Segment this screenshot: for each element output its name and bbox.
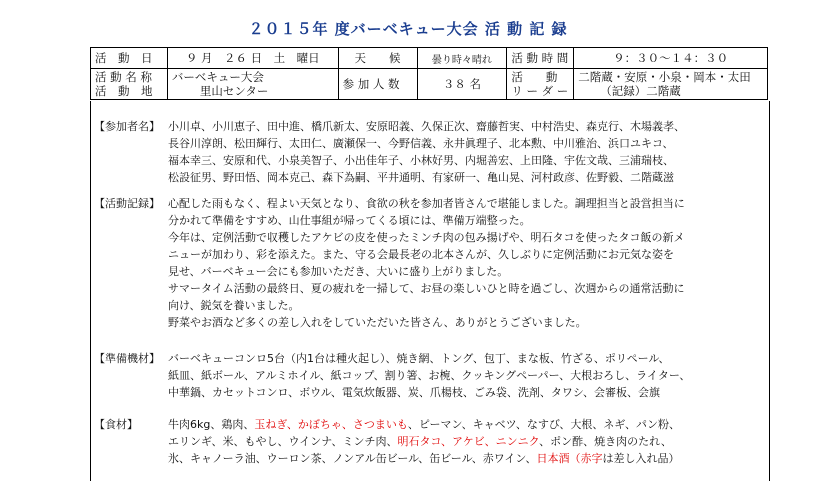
name-label: 活 動 名 称	[95, 70, 152, 84]
donated-food-text: 日本酒（赤字	[536, 452, 603, 465]
record-line: ニューが加わり、彩を添えた。また、守る会最長老の北本さんが、久しぶりに定例活動にお元気な姿を	[168, 248, 674, 261]
record-line: 分かれて準備をすすめ、山仕事組が帰ってくる頃には、準備万端整った。	[168, 214, 531, 227]
weather-label: 天 候	[338, 48, 417, 69]
equipment-heading: 【準備機材】	[94, 352, 160, 365]
leader-value-1: 二階蔵・安原・小泉・岡本・太田	[578, 70, 751, 84]
food-text: は差し入れ品）	[602, 452, 680, 465]
leader-value-cell	[574, 69, 768, 100]
place-value: 里山センター	[199, 84, 269, 98]
equipment-list	[168, 350, 778, 401]
participants-line: 松設征男、野田悟、岡本克己、森下為嗣、平井通明、有家研一、亀山晃、河村政彦、佐野毅、二階蔵滋	[168, 171, 674, 184]
participants-heading: 【参加者名】	[94, 120, 160, 133]
date-value: ９ 月 ２６ 日 土 曜日	[167, 48, 338, 69]
time-label: 活 動 時 間	[507, 48, 574, 69]
place-label: 活 動 地	[95, 84, 153, 98]
food-text: 氷、キャノーラ油、ウーロン茶、ノンアル缶ビール、缶ビール、赤ワイン、	[168, 452, 537, 465]
record-line: サマータイム活動の最終日、夏の疲れを一掃して、お昼の楽しいひと時を過ごし、次週からの通常活動に	[168, 282, 685, 295]
equipment-line: 紙皿、紙ボール、アルミホイル、紙コップ、割り箸、お椀、クッキングペーパー、大根おろし、ライター、	[168, 369, 691, 382]
participants-count-value: ３８ 名	[417, 69, 507, 100]
participants-line: 福本幸三、安原和代、小泉美智子、小出佳年子、小林好男、内堀善宏、上田隆、宇佐文哉、三浦瑞枝、	[168, 154, 674, 167]
food-line	[168, 433, 778, 450]
food-list	[168, 416, 778, 467]
name-place-value-cell	[167, 69, 338, 100]
food-line	[168, 416, 778, 433]
record-text	[168, 195, 778, 331]
leader-value-2: （記録）二階蔵	[600, 84, 681, 98]
leader-label-1: 活 動	[511, 70, 558, 84]
info-row-2	[91, 69, 768, 100]
food-text: エリンギ、米、もやし、ウインナ、ミンチ肉、	[168, 435, 398, 448]
food-line	[168, 450, 778, 467]
food-text: 、ポン酢、焼き肉のたれ、	[539, 435, 672, 448]
record-line: 野菜やお酒など多くの差し入れをしていただいた皆さん、ありがとうございました。	[168, 316, 587, 329]
donated-food-text: 明石タコ、アケビ、ニンニク	[397, 435, 540, 448]
record-line: 見せ、バーベキュー会にも参加いただき、大いに盛り上がりました。	[168, 265, 509, 278]
donated-food-text: 玉ねぎ、かぼちゃ、さつまいも	[254, 418, 408, 431]
document-title: ２０１５年 度バーベキュー大会 活 動 記 録	[248, 20, 568, 38]
food-heading: 【食材】	[94, 418, 138, 431]
participants-line: 長谷川淳朗、松田輝行、太田仁、廣瀬保一、今野信義、永井眞理子、北本勲、中川雅治、浜口ユキコ、	[168, 137, 674, 150]
food-text: 牛肉6kg、鶏肉、	[168, 418, 255, 431]
participants-line: 小川卓、小川恵子、田中進、橋爪新太、安原昭義、久保正次、齋藤哲実、中村浩史、森克行、木場義孝、	[168, 120, 685, 133]
food-text: 、ピーマン、キャベツ、なすび、大根、ネギ、パン粉、	[407, 418, 680, 431]
weather-value: 曇り時々晴れ	[417, 48, 507, 69]
record-line: 心配した雨もなく、程よい天気となり、食欲の秋を参加者皆さんで堪能しました。調理担当と設営担当に	[168, 197, 685, 210]
date-label: 活 動 日	[91, 48, 168, 69]
record-line: 今年は、定例活動で収穫したアケビの皮を使ったミンチ肉の包み揚げや、明石タコを使ったタコ飯の新メ	[168, 231, 685, 244]
activity-info-table	[90, 47, 768, 100]
record-line: 向け、鋭気を養いました。	[168, 299, 300, 312]
time-value: ９：３０～１４：３０	[574, 48, 768, 69]
leader-label-cell	[507, 69, 574, 100]
equipment-line: 中華鍋、カセットコンロ、ボウル、電気炊飯器、炭、爪楊枝、ごみ袋、洗剤、タワシ、会審板、会旗	[168, 386, 661, 399]
participants-count-label: 参 加 人 数	[338, 69, 417, 100]
name-value: バーベキュー大会	[171, 70, 264, 84]
record-heading: 【活動記録】	[94, 197, 160, 210]
equipment-line: バーベキューコンロ5台（内1台は種火起し）、焼き網、トング、包丁、まな板、竹ざる、ポリペール、	[168, 352, 670, 365]
name-place-label-cell	[91, 69, 168, 100]
leader-label-2: リ ー ダ ー	[511, 84, 569, 98]
participants-list	[168, 118, 778, 186]
info-row-1	[91, 48, 768, 69]
